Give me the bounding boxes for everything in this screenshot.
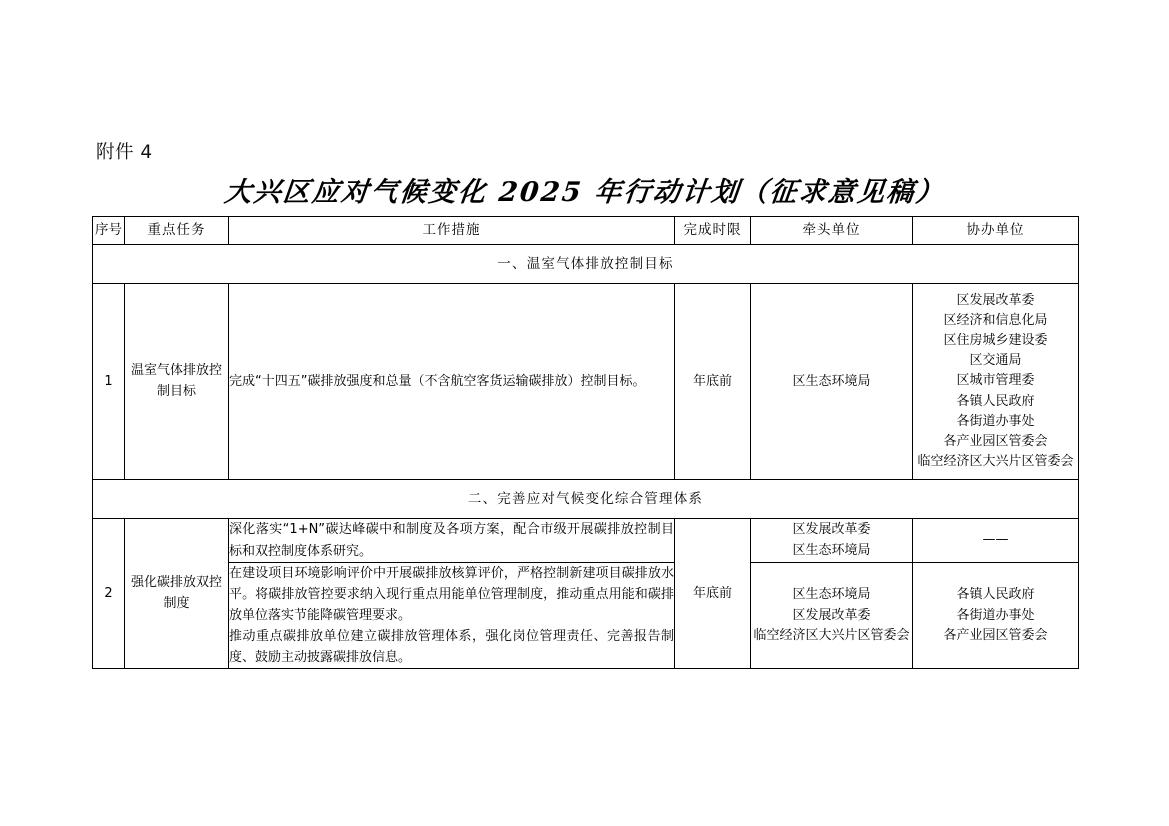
unit-name: 区生态环境局 xyxy=(792,542,871,558)
row-deadline: 年底前 xyxy=(675,284,751,480)
unit-name: 区发展改革委 xyxy=(956,292,1035,308)
row-lead-units xyxy=(751,563,913,669)
section-heading-row-1 xyxy=(93,245,1079,284)
column-header-deadline: 完成时限 xyxy=(675,217,751,245)
unit-name: 区生态环境局 xyxy=(792,587,871,603)
unit-name: 各街道办事处 xyxy=(956,413,1035,429)
unit-name: 区发展改革委 xyxy=(792,607,871,623)
unit-name: 各镇人民政府 xyxy=(956,587,1035,603)
page-title: 大兴区应对气候变化 2025 年行动计划（征求意见稿） xyxy=(222,177,947,208)
column-header-measures: 工作措施 xyxy=(229,217,675,245)
column-header-lead-unit: 牵头单位 xyxy=(751,217,913,245)
column-header-no: 序号 xyxy=(93,217,125,245)
unit-name: 区经济和信息化局 xyxy=(943,313,1048,328)
row-number: 2 xyxy=(93,519,125,669)
unit-name: —— xyxy=(982,532,1009,548)
row-measures: 完成“十四五”碳排放强度和总量（不含航空客货运输碳排放）控制目标。 xyxy=(229,284,675,480)
unit-name: 各产业园区管委会 xyxy=(943,627,1048,643)
unit-name: 临空经济区大兴片区管委会 xyxy=(753,627,910,643)
row-lead-unit: 区生态环境局 xyxy=(751,284,913,480)
unit-name: 区交通局 xyxy=(969,353,1022,369)
row-coop-units xyxy=(913,519,1079,563)
unit-name: 区城市管理委 xyxy=(956,373,1035,389)
attachment-label: 附件 4 xyxy=(96,142,153,163)
action-plan-table-wrapper xyxy=(92,216,1078,669)
row-task: 温室气体排放控制目标 xyxy=(125,284,229,480)
action-plan-table xyxy=(92,216,1079,669)
measure-paragraph: 在建设项目环境影响评价中开展碳排放核算评价，严格控制新建项目碳排放水平。将碳排放管控要求纳入现行重点用能单位管理制度，推动重点用能和碳排放单位落实节能降碳管理要求。 xyxy=(229,566,674,624)
row-lead-units xyxy=(751,519,913,563)
section-heading-2: 二、完善应对气候变化综合管理体系 xyxy=(93,480,1079,519)
unit-name: 区发展改革委 xyxy=(792,522,871,538)
measure-paragraph: 推动重点碳排放单位建立碳排放管理体系，强化岗位管理责任、完善报告制度、鼓励主动披露碳排放信息。 xyxy=(229,629,674,666)
measure-paragraph: 深化落实“1+N”碳达峰碳中和制度及各项方案，配合市级开展碳排放控制目标和双控制度体系研究。 xyxy=(229,522,674,559)
section-heading-1: 一、温室气体排放控制目标 xyxy=(93,245,1079,284)
table-header-row xyxy=(93,217,1079,245)
unit-name: 各镇人民政府 xyxy=(956,393,1035,409)
table-row xyxy=(93,519,1079,563)
column-header-coop-unit: 协办单位 xyxy=(913,217,1079,245)
unit-name: 各产业园区管委会 xyxy=(943,433,1048,449)
row-task: 强化碳排放双控制度 xyxy=(125,519,229,669)
row-number: 1 xyxy=(93,284,125,480)
row-measures xyxy=(229,519,675,563)
row-deadline: 年底前 xyxy=(675,519,751,669)
unit-name: 各街道办事处 xyxy=(956,607,1035,623)
row-coop-units xyxy=(913,284,1079,480)
column-header-task: 重点任务 xyxy=(125,217,229,245)
section-heading-row-2 xyxy=(93,480,1079,519)
row-coop-units xyxy=(913,563,1079,669)
table-row xyxy=(93,284,1079,480)
row-measures xyxy=(229,563,675,669)
unit-name: 区住房城乡建设委 xyxy=(943,333,1048,349)
table-row xyxy=(93,563,1079,669)
unit-name: 临空经济区大兴片区管委会 xyxy=(917,453,1074,469)
